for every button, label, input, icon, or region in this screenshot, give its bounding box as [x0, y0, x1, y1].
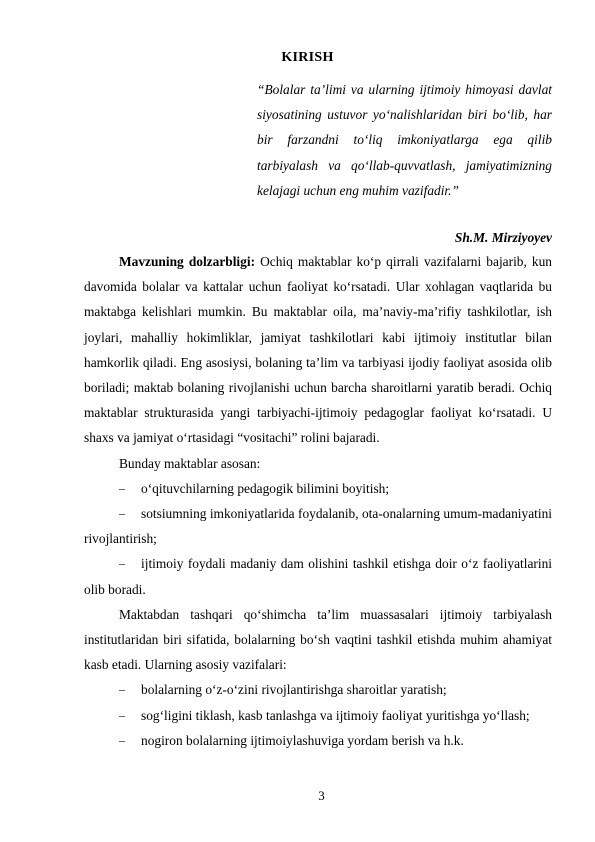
dash-bullet: –: [119, 556, 125, 571]
list-item-text: ijtimoiy foydali madaniy dam olishini tashkil etishga doir o‘z faoliyatlarini olib boradi.: [84, 556, 552, 597]
list-item: [84, 476, 552, 501]
basis-list: [84, 476, 552, 602]
body-text: [84, 249, 552, 753]
dash-bullet: –: [119, 506, 125, 521]
list-item-text: nogiron bolalarning ijtimoiylashuviga yordam berish va h.k.: [141, 732, 464, 748]
list-item: [84, 677, 552, 702]
list-item: [84, 501, 552, 551]
page-number: 3: [318, 788, 325, 803]
intro-paragraph: [84, 249, 552, 451]
list-item-text: sog‘ligini tiklash, kasb tanlashga va ijtimoiy faoliyat yuritishga yo‘llash;: [141, 707, 530, 723]
list-item-text: o‘qituvchilarning pedagogik bilimini boyitish;: [141, 480, 390, 496]
dash-bullet: –: [119, 707, 125, 722]
section-title: KIRISH: [281, 50, 334, 65]
dash-bullet: –: [119, 480, 125, 495]
epigraph-author: Sh.M. Mirziyoyev: [454, 230, 552, 245]
list-item: [84, 703, 552, 728]
dash-bullet: –: [119, 682, 125, 697]
epigraph-quote: “Bolalar ta’limi va ularning ijtimoiy himoyasi davlat siyosatining ustuvor yo‘nalishlaridan biri bo‘lib, har bir farzandni to‘liq imkoniyatlarga ega qilib tarbiyalash va qo‘llab-quvvatlash, jamiyatimizning kelajagi uchun eng muhim vazifadir.”: [257, 82, 552, 198]
tasks-list: [84, 677, 552, 753]
tasks-paragraph: Maktabdan tashqari qo‘shimcha ta’lim muassasalari ijtimoiy tarbiyalash institutlaridan biri sifatida, bolalarning bo‘sh vaqtini tashkil etishda muhim ahamiyat kasb etadi. Ularning asosiy vazifalari:: [84, 606, 552, 673]
relevance-lead: Mavzuning dolzarbligi:: [119, 254, 256, 269]
intro-text: Ochiq maktablar ko‘p qirrali vazifalarni bajarib, kun davomida bolalar va kattalar uchun faoliyat ko‘rsatadi. Ular xohlagan vaqtlarida bu maktabga kelishlari mumkin. Bu maktablar oila, ma’naviy-ma’rifiy tashkilotlar, ish joylari, mahalliy hokimliklar, jamiyat tashkilotlari kabi ijtimoiy institutlar bilan hamkorlik qiladi. Eng asosiysi, bolaning ta’lim va tarbiyasi ijodiy faoliyat asosida olib boriladi; maktab bolaning rivojlanishi uchun barcha sharoitlarni yaratib beradi. Ochiq maktablar strukturasida yangi tarbiyachi-ijtimoiy pedagoglar faoliyat ko‘rsatadi. U shaxs va jamiyat o‘rtasidagi “vositachi” rolini bajaradi.: [84, 254, 552, 446]
dash-bullet: –: [119, 732, 125, 747]
list-item: [84, 728, 552, 753]
list-item-text: sotsiumning imkoniyatlarida foydalanib, ota-onalarning umum-madaniyatini rivojlantirish;: [84, 506, 552, 547]
list-item: [84, 551, 552, 601]
basis-heading: Bunday maktablar asosan:: [119, 455, 261, 471]
list-item-text: bolalarning o‘z-o‘zini rivojlantirishga sharoitlar yaratish;: [141, 682, 447, 698]
